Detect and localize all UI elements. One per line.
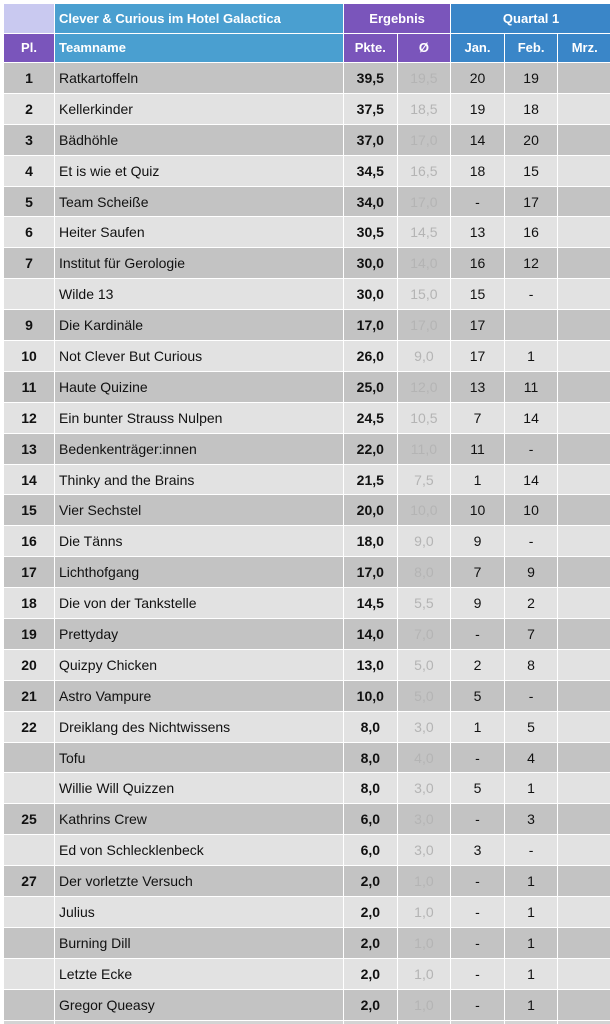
table-row — [4, 465, 610, 496]
january-cell: 14 — [451, 125, 505, 156]
quarter-group-header: Quartal 1 — [451, 4, 610, 34]
average-cell: 9,0 — [398, 341, 452, 372]
points-cell: 34,5 — [344, 156, 398, 187]
place-cell: 5 — [4, 187, 55, 218]
table-row — [4, 187, 610, 218]
table-row — [4, 619, 610, 650]
place-cell: 1 — [4, 63, 55, 94]
march-cell — [558, 928, 610, 959]
team-name-cell: Der vorletzte Versuch — [55, 866, 344, 897]
table-row — [4, 928, 610, 959]
average-cell: 17,0 — [398, 125, 452, 156]
march-cell — [558, 372, 610, 403]
points-cell: 37,5 — [344, 94, 398, 125]
january-cell: - — [451, 990, 505, 1021]
march-cell — [558, 557, 610, 588]
table-row — [4, 557, 610, 588]
march-cell — [558, 835, 610, 866]
february-cell: 1 — [505, 866, 559, 897]
team-name-cell: Burning Dill — [55, 928, 344, 959]
team-name-cell: Bedenkenträger:innen — [55, 434, 344, 465]
place-cell — [4, 773, 55, 804]
column-header-january: Jan. — [451, 34, 505, 64]
place-cell: 16 — [4, 526, 55, 557]
february-cell: - — [505, 835, 559, 866]
points-cell: 20,0 — [344, 495, 398, 526]
team-name-cell: Julius — [55, 897, 344, 928]
points-cell: 2,0 — [344, 866, 398, 897]
team-name-cell: Astro Vampure — [55, 681, 344, 712]
average-cell: 17,0 — [398, 310, 452, 341]
place-cell: 25 — [4, 804, 55, 835]
february-cell: 2 — [505, 588, 559, 619]
january-cell: 10 — [451, 495, 505, 526]
team-name-cell: Dreiklang des Nichtwissens — [55, 712, 344, 743]
january-cell: 13 — [451, 372, 505, 403]
march-cell — [558, 804, 610, 835]
points-cell: 34,0 — [344, 187, 398, 218]
place-cell: 21 — [4, 681, 55, 712]
column-header-march: Mrz. — [558, 34, 610, 64]
february-cell: 1 — [505, 773, 559, 804]
points-cell: 14,0 — [344, 619, 398, 650]
average-cell: 16,5 — [398, 156, 452, 187]
points-cell: 8,0 — [344, 712, 398, 743]
february-cell: 8 — [505, 650, 559, 681]
average-cell: 5,0 — [398, 681, 452, 712]
table-row — [4, 310, 610, 341]
place-cell — [4, 743, 55, 774]
place-cell: 6 — [4, 217, 55, 248]
place-cell: 10 — [4, 341, 55, 372]
february-cell: - — [505, 434, 559, 465]
january-cell: 16 — [451, 248, 505, 279]
table-row — [4, 125, 610, 156]
average-cell: 5,0 — [398, 650, 452, 681]
table-row — [4, 990, 610, 1021]
february-cell: - — [505, 681, 559, 712]
table-row — [4, 866, 610, 897]
team-name-cell: Kellerkinder — [55, 94, 344, 125]
february-cell: 15 — [505, 156, 559, 187]
january-cell: - — [451, 619, 505, 650]
team-name-cell: Team Scheiße — [55, 187, 344, 218]
points-cell: 18,0 — [344, 526, 398, 557]
team-name-cell: Quizpy Chicken — [55, 650, 344, 681]
points-cell: 2,0 — [344, 959, 398, 990]
place-cell: 18 — [4, 588, 55, 619]
january-cell: 20 — [451, 63, 505, 94]
march-cell — [558, 217, 610, 248]
february-cell: 1 — [505, 959, 559, 990]
average-cell: 3,0 — [398, 804, 452, 835]
january-cell: 2 — [451, 650, 505, 681]
team-name-cell: Bädhöhle — [55, 125, 344, 156]
points-cell: 25,0 — [344, 372, 398, 403]
average-cell: 8,0 — [398, 557, 452, 588]
table-row — [4, 279, 610, 310]
table-row — [4, 403, 610, 434]
march-cell — [558, 743, 610, 774]
points-cell: 6,0 — [344, 835, 398, 866]
column-header-place: Pl. — [4, 34, 55, 64]
march-cell — [558, 310, 610, 341]
average-cell: 1,0 — [398, 990, 452, 1021]
average-cell: 9,0 — [398, 526, 452, 557]
header-row-columns — [4, 34, 610, 64]
table-row — [4, 248, 610, 279]
table-row — [4, 217, 610, 248]
january-cell: 7 — [451, 403, 505, 434]
points-cell: 2,0 — [344, 990, 398, 1021]
place-cell — [4, 897, 55, 928]
march-cell — [558, 650, 610, 681]
february-cell: 4 — [505, 743, 559, 774]
table-row — [4, 650, 610, 681]
column-header-points: Pkte. — [344, 34, 398, 64]
january-cell: 1 — [451, 712, 505, 743]
average-cell: 7,5 — [398, 465, 452, 496]
table-row — [4, 526, 610, 557]
empty-cell — [558, 1021, 610, 1024]
march-cell — [558, 341, 610, 372]
team-name-cell: Die von der Tankstelle — [55, 588, 344, 619]
table-row — [4, 372, 610, 403]
team-name-cell: Kathrins Crew — [55, 804, 344, 835]
team-name-cell: Heiter Saufen — [55, 217, 344, 248]
march-cell — [558, 465, 610, 496]
place-cell: 2 — [4, 94, 55, 125]
march-cell — [558, 63, 610, 94]
points-cell: 37,0 — [344, 125, 398, 156]
team-name-cell: Ratkartoffeln — [55, 63, 344, 94]
points-cell: 17,0 — [344, 310, 398, 341]
march-cell — [558, 526, 610, 557]
points-cell: 2,0 — [344, 928, 398, 959]
average-cell: 17,0 — [398, 187, 452, 218]
average-cell: 18,5 — [398, 94, 452, 125]
team-name-cell: Letzte Ecke — [55, 959, 344, 990]
team-name-cell: Gregor Queasy — [55, 990, 344, 1021]
average-cell: 3,0 — [398, 773, 452, 804]
place-cell: 9 — [4, 310, 55, 341]
points-cell: 24,5 — [344, 403, 398, 434]
february-cell: - — [505, 279, 559, 310]
table-row — [4, 959, 610, 990]
place-cell — [4, 959, 55, 990]
team-name-cell: Tofu — [55, 743, 344, 774]
standings-table — [4, 4, 610, 1024]
march-cell — [558, 712, 610, 743]
january-cell: 1 — [451, 465, 505, 496]
table-row — [4, 156, 610, 187]
march-cell — [558, 248, 610, 279]
table-row — [4, 835, 610, 866]
place-cell: 22 — [4, 712, 55, 743]
january-cell: 19 — [451, 94, 505, 125]
points-cell: 22,0 — [344, 434, 398, 465]
points-cell: 6,0 — [344, 804, 398, 835]
january-cell: 7 — [451, 557, 505, 588]
march-cell — [558, 588, 610, 619]
february-cell: 7 — [505, 619, 559, 650]
place-cell: 27 — [4, 866, 55, 897]
february-cell: 19 — [505, 63, 559, 94]
place-cell: 13 — [4, 434, 55, 465]
average-cell: 3,0 — [398, 835, 452, 866]
february-cell: 16 — [505, 217, 559, 248]
march-cell — [558, 619, 610, 650]
place-cell: 17 — [4, 557, 55, 588]
march-cell — [558, 959, 610, 990]
place-cell: 14 — [4, 465, 55, 496]
place-cell — [4, 928, 55, 959]
table-row — [4, 897, 610, 928]
average-cell: 1,0 — [398, 928, 452, 959]
team-name-cell: Vier Sechstel — [55, 495, 344, 526]
team-name-cell: Willie Will Quizzen — [55, 773, 344, 804]
column-header-average: Ø — [398, 34, 452, 64]
empty-cell — [55, 1021, 344, 1024]
table-row — [4, 434, 610, 465]
average-cell: 14,5 — [398, 217, 452, 248]
place-cell: 4 — [4, 156, 55, 187]
place-cell: 11 — [4, 372, 55, 403]
march-cell — [558, 773, 610, 804]
points-cell: 10,0 — [344, 681, 398, 712]
january-cell: 15 — [451, 279, 505, 310]
average-cell: 3,0 — [398, 712, 452, 743]
average-cell: 7,0 — [398, 619, 452, 650]
average-cell: 15,0 — [398, 279, 452, 310]
january-cell: 17 — [451, 341, 505, 372]
march-cell — [558, 187, 610, 218]
february-cell: 18 — [505, 94, 559, 125]
table-row — [4, 712, 610, 743]
column-header-february: Feb. — [505, 34, 559, 64]
february-cell: 1 — [505, 928, 559, 959]
empty-cell — [398, 1021, 452, 1024]
january-cell: - — [451, 743, 505, 774]
january-cell: - — [451, 804, 505, 835]
points-cell: 30,0 — [344, 248, 398, 279]
average-cell: 5,5 — [398, 588, 452, 619]
january-cell: 3 — [451, 835, 505, 866]
march-cell — [558, 681, 610, 712]
table-row — [4, 588, 610, 619]
points-cell: 26,0 — [344, 341, 398, 372]
team-name-cell: Et is wie et Quiz — [55, 156, 344, 187]
march-cell — [558, 990, 610, 1021]
average-cell: 4,0 — [398, 743, 452, 774]
january-cell: 5 — [451, 773, 505, 804]
average-cell: 19,5 — [398, 63, 452, 94]
february-cell: 9 — [505, 557, 559, 588]
average-cell: 1,0 — [398, 959, 452, 990]
header-corner-cell — [4, 4, 55, 34]
march-cell — [558, 125, 610, 156]
average-cell: 10,5 — [398, 403, 452, 434]
january-cell: 13 — [451, 217, 505, 248]
march-cell — [558, 897, 610, 928]
february-cell: 10 — [505, 495, 559, 526]
header-row-top — [4, 4, 610, 34]
table-row — [4, 681, 610, 712]
table-row — [4, 773, 610, 804]
team-name-cell: Die Kardinäle — [55, 310, 344, 341]
table-row — [4, 94, 610, 125]
place-cell: 7 — [4, 248, 55, 279]
january-cell: - — [451, 897, 505, 928]
average-cell: 14,0 — [398, 248, 452, 279]
empty-cell — [344, 1021, 398, 1024]
average-cell: 12,0 — [398, 372, 452, 403]
table-row — [4, 63, 610, 94]
team-name-cell: Institut für Gerologie — [55, 248, 344, 279]
team-name-cell: Prettyday — [55, 619, 344, 650]
empty-cell — [451, 1021, 505, 1024]
march-cell — [558, 495, 610, 526]
team-name-cell: Die Tänns — [55, 526, 344, 557]
place-cell: 20 — [4, 650, 55, 681]
place-cell — [4, 990, 55, 1021]
february-cell: - — [505, 526, 559, 557]
march-cell — [558, 866, 610, 897]
team-name-cell: Ed von Schlecklenbeck — [55, 835, 344, 866]
average-cell: 11,0 — [398, 434, 452, 465]
february-cell: 5 — [505, 712, 559, 743]
table-row — [4, 341, 610, 372]
average-cell: 1,0 — [398, 897, 452, 928]
march-cell — [558, 279, 610, 310]
february-cell: 1 — [505, 897, 559, 928]
january-cell: 5 — [451, 681, 505, 712]
february-cell: 14 — [505, 465, 559, 496]
february-cell: 1 — [505, 990, 559, 1021]
points-cell: 13,0 — [344, 650, 398, 681]
place-cell: 19 — [4, 619, 55, 650]
january-cell: - — [451, 187, 505, 218]
team-name-cell: Ein bunter Strauss Nulpen — [55, 403, 344, 434]
table-row — [4, 743, 610, 774]
table-row — [4, 804, 610, 835]
team-name-cell: Lichthofgang — [55, 557, 344, 588]
points-cell: 39,5 — [344, 63, 398, 94]
empty-cell — [505, 1021, 559, 1024]
average-cell: 10,0 — [398, 495, 452, 526]
table-row-partial — [4, 1021, 610, 1024]
team-name-cell: Haute Quizine — [55, 372, 344, 403]
column-header-team: Teamname — [55, 34, 344, 64]
team-name-cell: Wilde 13 — [55, 279, 344, 310]
january-cell: 9 — [451, 588, 505, 619]
points-cell: 14,5 — [344, 588, 398, 619]
february-cell — [505, 310, 559, 341]
team-name-cell: Thinky and the Brains — [55, 465, 344, 496]
table-row — [4, 495, 610, 526]
points-cell: 30,5 — [344, 217, 398, 248]
january-cell: - — [451, 866, 505, 897]
february-cell: 1 — [505, 341, 559, 372]
result-group-header: Ergebnis — [344, 4, 451, 34]
february-cell: 11 — [505, 372, 559, 403]
february-cell: 14 — [505, 403, 559, 434]
march-cell — [558, 434, 610, 465]
february-cell: 12 — [505, 248, 559, 279]
empty-cell — [4, 1021, 55, 1024]
points-cell: 30,0 — [344, 279, 398, 310]
place-cell: 12 — [4, 403, 55, 434]
february-cell: 3 — [505, 804, 559, 835]
points-cell: 21,5 — [344, 465, 398, 496]
march-cell — [558, 403, 610, 434]
points-cell: 17,0 — [344, 557, 398, 588]
january-cell: - — [451, 928, 505, 959]
february-cell: 20 — [505, 125, 559, 156]
january-cell: - — [451, 959, 505, 990]
average-cell: 1,0 — [398, 866, 452, 897]
january-cell: 9 — [451, 526, 505, 557]
february-cell: 17 — [505, 187, 559, 218]
march-cell — [558, 156, 610, 187]
place-cell: 3 — [4, 125, 55, 156]
team-name-cell: Not Clever But Curious — [55, 341, 344, 372]
january-cell: 11 — [451, 434, 505, 465]
january-cell: 17 — [451, 310, 505, 341]
place-cell: 15 — [4, 495, 55, 526]
points-cell: 8,0 — [344, 773, 398, 804]
points-cell: 2,0 — [344, 897, 398, 928]
march-cell — [558, 94, 610, 125]
january-cell: 18 — [451, 156, 505, 187]
place-cell — [4, 835, 55, 866]
place-cell — [4, 279, 55, 310]
points-cell: 8,0 — [344, 743, 398, 774]
event-title: Clever & Curious im Hotel Galactica — [55, 4, 344, 34]
